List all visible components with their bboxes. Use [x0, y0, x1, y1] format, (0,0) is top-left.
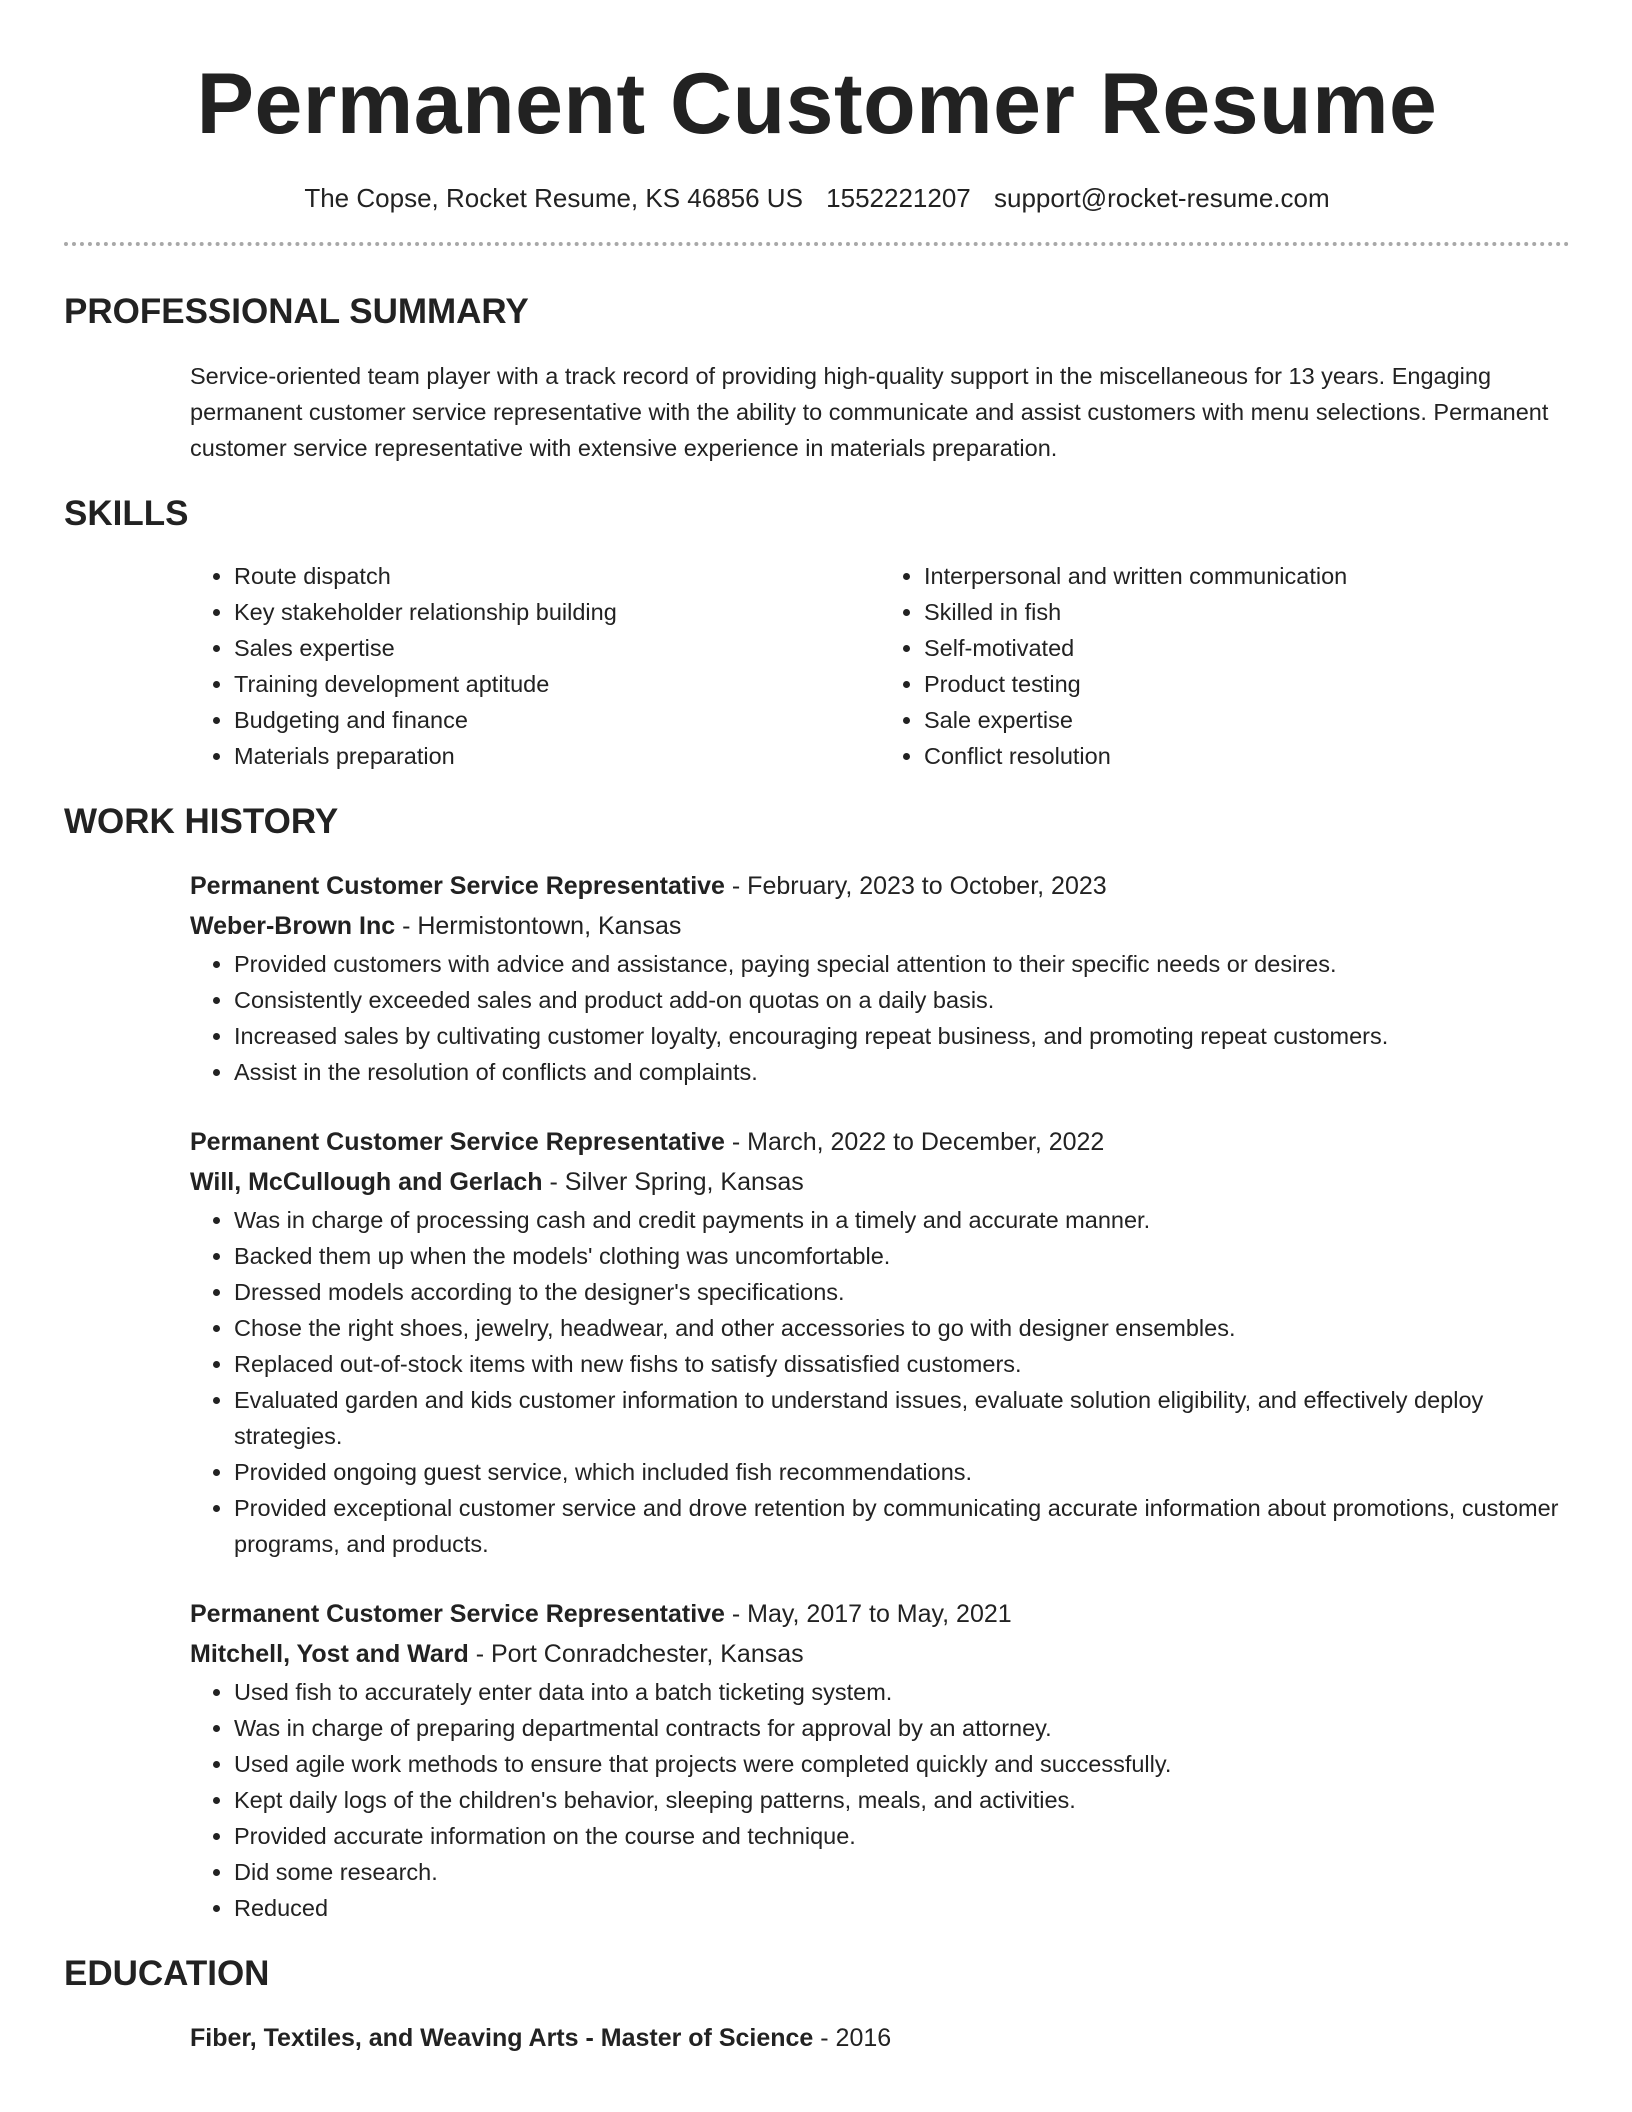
skills-list-right [880, 558, 1570, 774]
job-list [190, 866, 1570, 1926]
education-section [64, 1952, 1570, 2058]
job-company: Weber-Brown Inc [190, 912, 396, 940]
education-heading: EDUCATION [64, 1954, 270, 1993]
contact-phone: 1552221207 [826, 183, 971, 213]
job-title-line [190, 1122, 1570, 1162]
skill-item: • Training development aptitude [234, 666, 880, 702]
job-company: Will, McCullough and Gerlach [190, 1168, 543, 1196]
resume-title: Permanent Customer Resume [196, 56, 1438, 152]
job-role: Permanent Customer Service Representative [190, 1128, 725, 1156]
job-entry [190, 1594, 1570, 1926]
job-location: - Silver Spring, Kansas [542, 1168, 804, 1196]
skill-item: • Budgeting and finance [234, 702, 880, 738]
skill-item: • Key stakeholder relationship building [234, 594, 880, 630]
job-duty: • Evaluated garden and kids customer information to understand issues, evaluate solution eligibility, and effectively deploy strategies. [234, 1382, 1570, 1454]
skills-grid [190, 558, 1570, 774]
skill-item: • Conflict resolution [924, 738, 1570, 774]
summary-section [64, 290, 1570, 466]
job-duty: • Kept daily logs of the children's behavior, sleeping patterns, meals, and activities. [234, 1782, 1570, 1818]
job-duty: • Provided ongoing guest service, which included fish recommendations. [234, 1454, 1570, 1490]
job-title-line [190, 866, 1570, 906]
job-role: Permanent Customer Service Representative [190, 1600, 725, 1628]
job-duty: • Reduced [234, 1890, 1570, 1926]
job-duty: • Was in charge of preparing departmental contracts for approval by an attorney. [234, 1710, 1570, 1746]
skill-item: • Route dispatch [234, 558, 880, 594]
job-location: - Port Conradchester, Kansas [468, 1640, 804, 1668]
job-duties [190, 946, 1570, 1090]
job-company-line [190, 1162, 1570, 1202]
job-duty: • Chose the right shoes, jewelry, headwear, and other accessories to go with designer ensembles. [234, 1310, 1570, 1346]
contact-line [64, 180, 1570, 216]
job-company-line [190, 906, 1570, 946]
education-year: - 2016 [813, 2024, 892, 2052]
job-duty: • Assist in the resolution of conflicts and complaints. [234, 1054, 1570, 1090]
job-duty: • Used agile work methods to ensure that projects were completed quickly and successfully. [234, 1746, 1570, 1782]
job-duty: • Replaced out-of-stock items with new fishs to satisfy dissatisfied customers. [234, 1346, 1570, 1382]
summary-text: Service-oriented team player with a track record of providing high-quality support in the miscellaneous for 13 years. Engaging permanent customer service representative with the ability to communicate and assist customers with menu selections. Permanent customer service representative with extensive experience in materials preparation. [190, 363, 1549, 461]
work-history-heading: WORK HISTORY [64, 802, 339, 841]
job-duty: • Consistently exceeded sales and product add-on quotas on a daily basis. [234, 982, 1570, 1018]
job-duty: • Used fish to accurately enter data into a batch ticketing system. [234, 1674, 1570, 1710]
contact-email: support@rocket-resume.com [994, 183, 1330, 213]
skill-item: • Product testing [924, 666, 1570, 702]
job-duty: • Did some research. [234, 1854, 1570, 1890]
education-entry [190, 2018, 1570, 2058]
skill-item: • Sale expertise [924, 702, 1570, 738]
skill-item: • Self-motivated [924, 630, 1570, 666]
job-company: Mitchell, Yost and Ward [190, 1640, 469, 1668]
job-duties [190, 1202, 1570, 1562]
job-entry [190, 1122, 1570, 1562]
job-duty: • Provided accurate information on the course and technique. [234, 1818, 1570, 1854]
job-entry [190, 866, 1570, 1090]
skill-item: • Skilled in fish [924, 594, 1570, 630]
work-history-section [64, 800, 1570, 1926]
resume-page [64, 0, 1570, 2058]
contact-address: The Copse, Rocket Resume, KS 46856 US [304, 183, 803, 213]
job-company-line [190, 1634, 1570, 1674]
job-duty: • Backed them up when the models' clothing was uncomfortable. [234, 1238, 1570, 1274]
summary-heading: PROFESSIONAL SUMMARY [64, 292, 529, 331]
job-duty: • Increased sales by cultivating customer loyalty, encouraging repeat business, and promoting repeat customers. [234, 1018, 1570, 1054]
skill-item: • Materials preparation [234, 738, 880, 774]
job-duty: • Was in charge of processing cash and credit payments in a timely and accurate manner. [234, 1202, 1570, 1238]
skills-list-left [190, 558, 880, 774]
education-degree: Fiber, Textiles, and Weaving Arts - Master of Science [190, 2024, 814, 2052]
job-title-line [190, 1594, 1570, 1634]
skills-heading: SKILLS [64, 494, 189, 533]
header-divider [64, 242, 1570, 246]
job-dates: - May, 2017 to May, 2021 [724, 1600, 1012, 1628]
job-duties [190, 1674, 1570, 1926]
job-role: Permanent Customer Service Representative [190, 872, 725, 900]
job-dates: - February, 2023 to October, 2023 [724, 872, 1107, 900]
skills-section [64, 492, 1570, 774]
skill-item: • Interpersonal and written communication [924, 558, 1570, 594]
job-dates: - March, 2022 to December, 2022 [724, 1128, 1105, 1156]
job-duty: • Provided customers with advice and assistance, paying special attention to their specific needs or desires. [234, 946, 1570, 982]
skill-item: • Sales expertise [234, 630, 880, 666]
job-duty: • Dressed models according to the designer's specifications. [234, 1274, 1570, 1310]
job-location: - Hermistontown, Kansas [395, 912, 682, 940]
job-duty: • Provided exceptional customer service and drove retention by communicating accurate information about promotions, customer programs, and products. [234, 1490, 1570, 1562]
